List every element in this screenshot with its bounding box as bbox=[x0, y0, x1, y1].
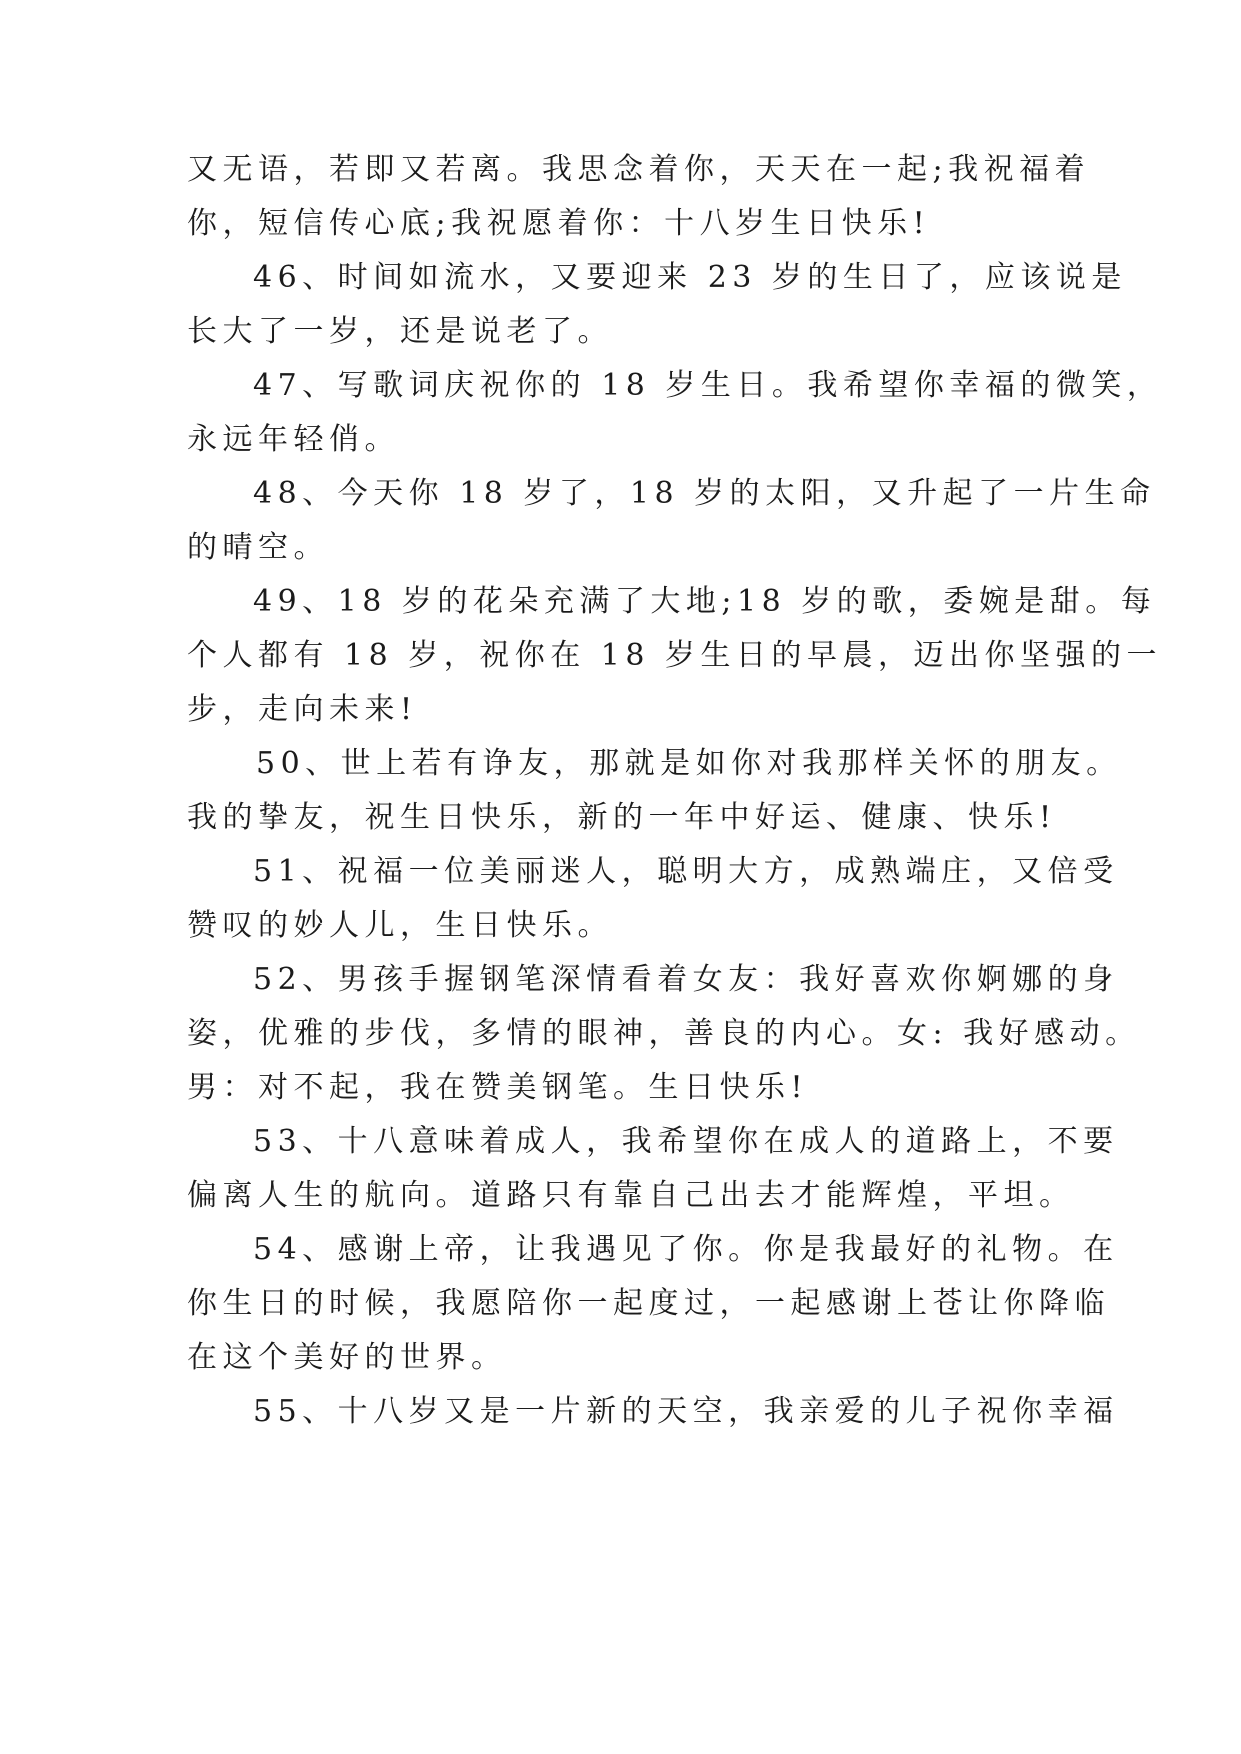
text-line: 又无语，若即又若离。我思念着你，天天在一起;我祝福着 bbox=[187, 152, 1091, 187]
paragraph-54-line-1: 54、感谢上帝，让我遇见了你。你是我最好的礼物。在 bbox=[253, 1232, 1119, 1267]
paragraph-52-line-1: 52、男孩手握钢笔深情看着女友：我好喜欢你婀娜的身 bbox=[253, 962, 1119, 997]
text-line: 个人都有 18 岁，祝你在 18 岁生日的早晨，迈出你坚强的一 bbox=[187, 638, 1162, 673]
paragraph-49-line-1: 49、18 岁的花朵充满了大地;18 岁的歌，委婉是甜。每 bbox=[253, 584, 1157, 619]
text-line: 在这个美好的世界。 bbox=[187, 1340, 507, 1375]
paragraph-55-line-1: 55、十八岁又是一片新的天空，我亲爱的儿子祝你幸福 bbox=[253, 1394, 1119, 1429]
paragraph-46-line-1: 46、时间如流水，又要迎来 23 岁的生日了，应该说是 bbox=[253, 260, 1127, 295]
paragraph-53-line-1: 53、十八意味着成人，我希望你在成人的道路上，不要 bbox=[253, 1124, 1119, 1159]
text-line: 男：对不起，我在赞美钢笔。生日快乐! bbox=[187, 1070, 809, 1105]
text-line: 赞叹的妙人儿，生日快乐。 bbox=[187, 908, 613, 943]
text-line: 我的挚友，祝生日快乐，新的一年中好运、健康、快乐! bbox=[187, 800, 1057, 835]
paragraph-51-line-1: 51、祝福一位美丽迷人，聪明大方，成熟端庄，又倍受 bbox=[253, 854, 1119, 889]
paragraph-50-line-1: 50、世上若有诤友，那就是如你对我那样关怀的朋友。 bbox=[256, 746, 1122, 781]
text-line: 的晴空。 bbox=[187, 530, 329, 565]
paragraph-48-line-1: 48、今天你 18 岁了，18 岁的太阳，又升起了一片生命 bbox=[253, 476, 1156, 511]
text-line: 偏离人生的航向。道路只有靠自己出去才能辉煌，平坦。 bbox=[187, 1178, 1075, 1213]
text-line: 你，短信传心底;我祝愿着你：十八岁生日快乐! bbox=[187, 206, 931, 241]
text-line: 永远年轻俏。 bbox=[187, 422, 400, 457]
text-line: 步，走向未来! bbox=[187, 692, 418, 727]
text-line: 长大了一岁，还是说老了。 bbox=[187, 314, 613, 349]
text-line: 你生日的时候，我愿陪你一起度过，一起感谢上苍让你降临 bbox=[187, 1286, 1110, 1321]
text-line: 姿，优雅的步伐，多情的眼神，善良的内心。女: 我好感动。 bbox=[187, 1016, 1141, 1051]
paragraph-47-line-1: 47、写歌词庆祝你的 18 岁生日。我希望你幸福的微笑， bbox=[253, 368, 1163, 403]
